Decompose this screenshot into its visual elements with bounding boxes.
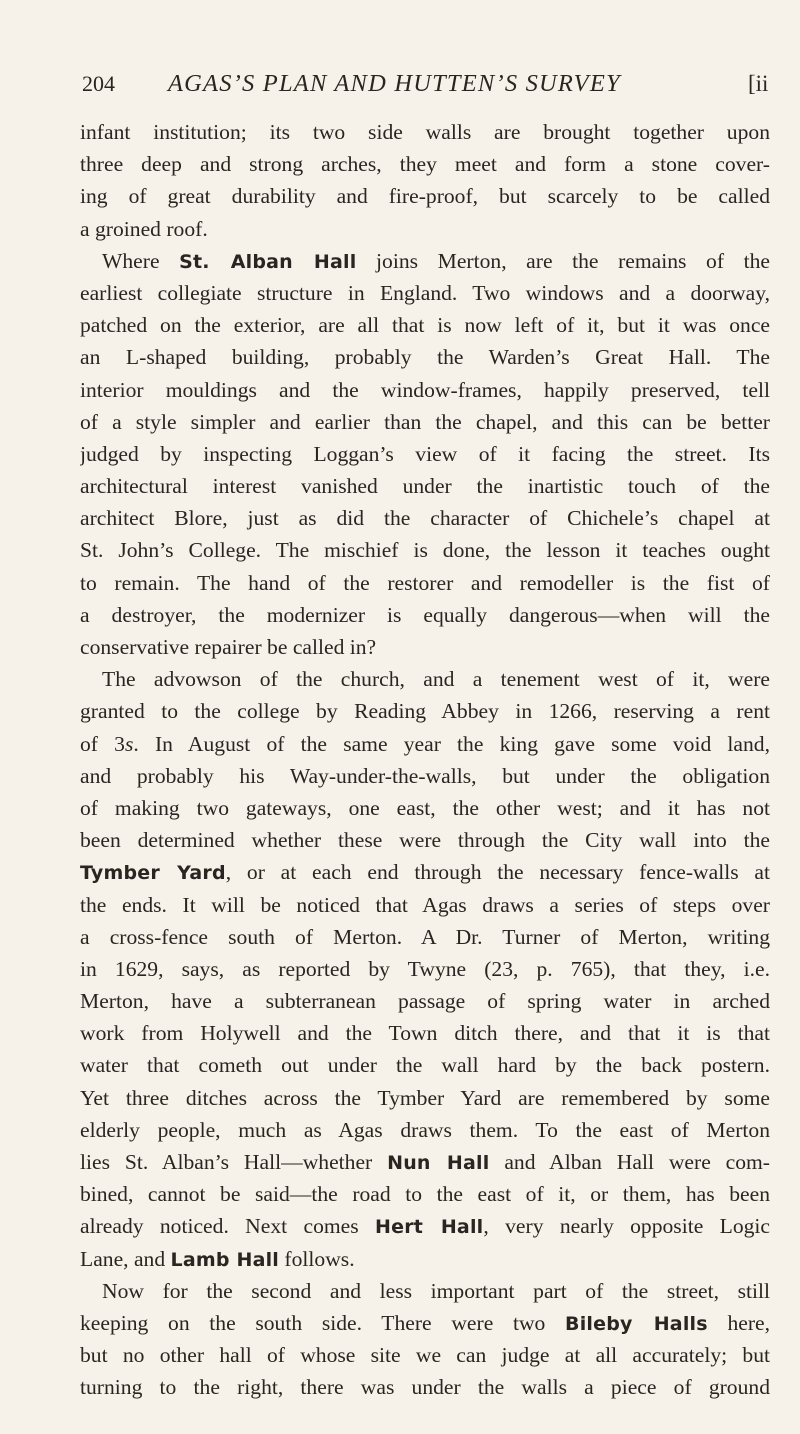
text-line: St. John’s College. The mischief is done, the lesson it teaches ought — [80, 538, 770, 563]
text-line: an L-shaped building, probably the Warden’s Great Hall. The — [80, 345, 770, 370]
text-line: granted to the college by Reading Abbey in 1266, reserving a rent — [80, 699, 770, 724]
text-line: a destroyer, the modernizer is equally dangerous—when will the — [80, 602, 770, 627]
text-line: Lane, and Lamb Hall follows. — [80, 1246, 355, 1271]
place-name: Lamb Hall — [170, 1248, 280, 1271]
section-marker: [ii — [748, 71, 769, 96]
text-line: of making two gateways, one east, the other west; and it has not — [80, 795, 770, 820]
text-line: architect Blore, just as did the character of Chichele’s chapel at — [80, 506, 770, 531]
place-name: St. Alban Hall — [179, 250, 357, 273]
text-line: to remain. The hand of the restorer and remodeller is the fist of — [80, 570, 770, 595]
text-line: the ends. It will be noticed that Agas draws a series of steps over — [80, 892, 770, 917]
text-line: work from Holywell and the Town ditch there, and that it is that — [80, 1021, 770, 1046]
body-text — [80, 116, 790, 1404]
text-line: keeping on the south side. There were two Bileby Halls here, — [80, 1310, 770, 1335]
text-line: earliest collegiate structure in England. Two windows and a doorway, — [80, 280, 770, 305]
text-line: a groined roof. — [80, 216, 208, 241]
text-line: judged by inspecting Loggan’s view of it facing the street. Its — [80, 441, 770, 466]
text-line: ing of great durability and fire-proof, but scarcely to be called — [80, 184, 770, 209]
text-line: conservative repairer be called in? — [80, 635, 377, 659]
text-line: Now for the second and less important part of the street, still — [102, 1278, 770, 1303]
text-line: three deep and strong arches, they meet and form a stone cover- — [80, 152, 770, 177]
place-name: Bileby Halls — [565, 1312, 708, 1335]
text-line: architectural interest vanished under the inartistic touch of the — [80, 474, 770, 499]
text-line: lies St. Alban’s Hall—whether Nun Hall and Alban Hall were com- — [80, 1150, 770, 1174]
text-line: Merton, have a subterranean passage of spring water in arched — [80, 989, 770, 1014]
text-line: Yet three ditches across the Tymber Yard are remembered by some — [80, 1085, 770, 1110]
text-line: The advowson of the church, and a tenement west of it, were — [102, 667, 770, 692]
running-head — [82, 64, 800, 104]
text-line: infant institution; its two side walls are brought together upon — [80, 120, 770, 144]
text-line: patched on the exterior, are all that is now left of it, but it was once — [80, 313, 770, 338]
text-line: bined, cannot be said—the road to the east of it, or them, has been — [80, 1182, 770, 1207]
page-number: 204 — [82, 71, 115, 96]
place-name: Hert Hall — [375, 1216, 484, 1239]
shillings-abbrev: s — [124, 731, 134, 756]
text-line: in 1629, says, as reported by Twyne (23, p. 765), that they, i.e. — [80, 956, 770, 981]
text-line: and probably his Way-under-the-walls, but under the obligation — [80, 763, 770, 788]
text-line: Where St. Alban Hall joins Merton, are the remains of the — [102, 248, 770, 273]
text-line: water that cometh out under the wall hard by the back postern. — [80, 1053, 770, 1078]
text-line: Tymber Yard, or at each end through the necessary fence-walls at — [80, 860, 770, 885]
text-line: already noticed. Next comes Hert Hall, very nearly opposite Logic — [80, 1214, 770, 1239]
text-line: a cross-fence south of Merton. A Dr. Turner of Merton, writing — [80, 924, 770, 949]
place-name: Tymber Yard — [80, 862, 226, 885]
text-line: of 3s. In August of the same year the king gave some void land, — [80, 731, 770, 756]
text-line: elderly people, much as Agas draws them. To the east of Merton — [80, 1117, 770, 1142]
text-line: of a style simpler and earlier than the chapel, and this can be better — [80, 409, 770, 434]
text-line: interior mouldings and the window-frames, happily preserved, tell — [80, 377, 770, 402]
text-line: but no other hall of whose site we can judge at all accurately; but — [80, 1343, 770, 1368]
text-line: turning to the right, there was under the walls a piece of ground — [80, 1375, 770, 1400]
running-title: AGAS’S PLAN AND HUTTEN’S SURVEY — [168, 70, 621, 97]
place-name: Nun Hall — [387, 1152, 490, 1174]
text-line: been determined whether these were through the City wall into the — [80, 828, 770, 853]
